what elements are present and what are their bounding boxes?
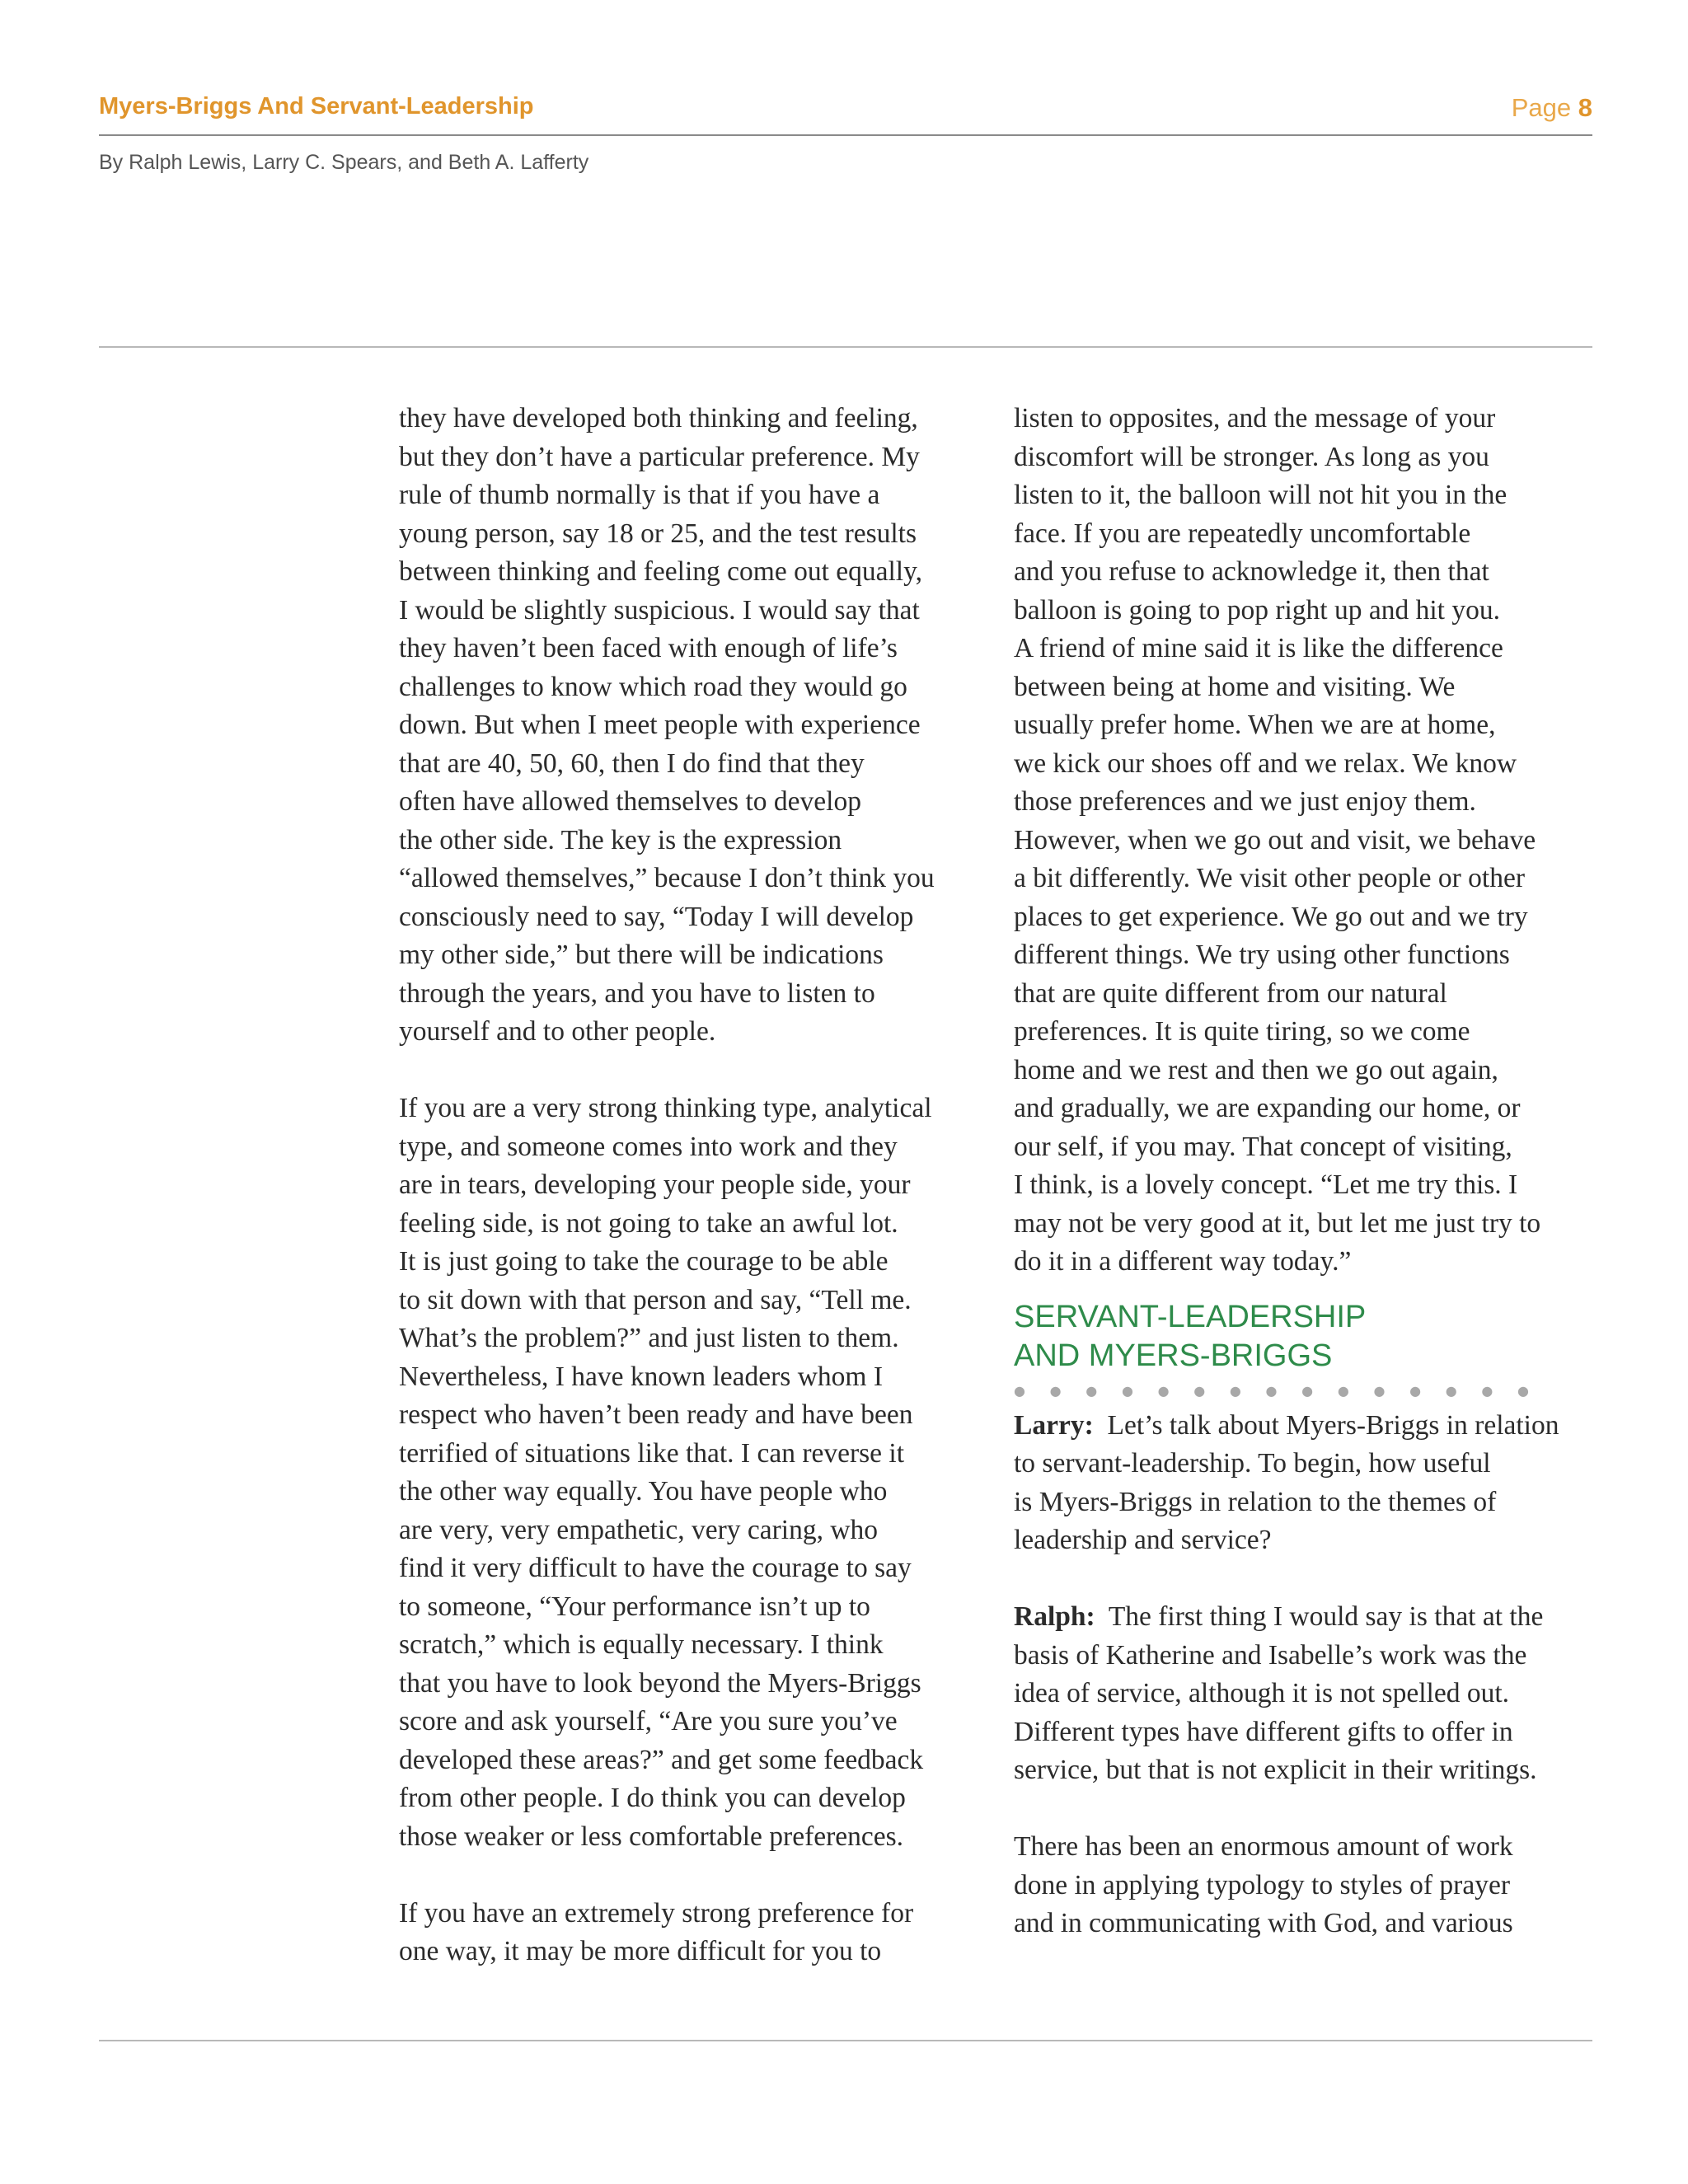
text-line: idea of service, although it is not spelled out.	[1014, 1678, 1510, 1708]
text-line: those preferences and we just enjoy them.	[1014, 786, 1476, 817]
paragraph-gap	[1014, 1790, 1599, 1829]
speaker-label: Ralph:	[1014, 1601, 1095, 1632]
text-line: places to get experience. We go out and we try	[1014, 901, 1528, 932]
section-heading-line: SERVANT-LEADERSHIP	[1014, 1299, 1367, 1334]
document-title: Myers-Briggs And Servant-Leadership	[99, 93, 534, 120]
right-paragraph-1	[1014, 400, 1599, 1282]
text-line: service, but that is not explicit in their writings.	[1014, 1755, 1537, 1785]
section-heading	[1014, 1298, 1599, 1407]
text-line: between thinking and feeling come out equally,	[399, 556, 923, 587]
text-line: and in communicating with God, and various	[1014, 1908, 1513, 1938]
text-line: is Myers-Briggs in relation to the themes of	[1014, 1486, 1497, 1517]
speaker-label: Larry:	[1014, 1409, 1094, 1441]
text-line: It is just going to take the courage to be able	[399, 1246, 889, 1277]
text-line: A friend of mine said it is like the difference	[1014, 633, 1503, 663]
text-line: to sit down with that person and say, “Tell me.	[399, 1284, 912, 1315]
paragraph-gap	[1014, 1560, 1599, 1599]
text-line: done in applying typology to styles of prayer	[1014, 1869, 1510, 1900]
text-line: and you refuse to acknowledge it, then that	[1014, 556, 1489, 587]
text-line: If you are a very strong thinking type, analytical	[399, 1093, 932, 1123]
text-line: are in tears, developing your people side, your	[399, 1169, 911, 1200]
text-line: basis of Katherine and Isabelle’s work was the	[1014, 1639, 1527, 1671]
text-line: we kick our shoes off and we relax. We know	[1014, 748, 1517, 779]
text-line: home and we rest and then we go out again,	[1014, 1054, 1498, 1085]
text-line: different things. We try using other functions	[1014, 940, 1510, 970]
text-line: If you have an extremely strong preference for	[399, 1897, 914, 1929]
text-line: listen to it, the balloon will not hit you in the	[1014, 480, 1507, 510]
page-number: 8	[1578, 93, 1592, 122]
text-line: balloon is going to pop right up and hit you.	[1014, 594, 1500, 626]
text-line: young person, say 18 or 25, and the test results	[399, 518, 917, 549]
text-line: they haven’t been faced with enough of life’s	[399, 633, 898, 663]
text-line: a bit differently. We visit other people or other	[1014, 863, 1525, 893]
text-line: Nevertheless, I have known leaders whom I	[399, 1361, 883, 1392]
text-line: that you have to look beyond the Myers-Briggs	[399, 1667, 921, 1699]
page-indicator	[1512, 93, 1592, 123]
text-line: terrified of situations like that. I can reverse it	[399, 1437, 905, 1469]
text-line: “allowed themselves,” because I don’t think you	[399, 863, 935, 893]
text-line: and gradually, we are expanding our home, or	[1014, 1093, 1521, 1123]
text-line: my other side,” but there will be indications	[399, 940, 884, 970]
speech-text: Let’s talk about Myers-Briggs in relation	[1093, 1409, 1559, 1441]
text-line: consciously need to say, “Today I will develop	[399, 901, 914, 932]
paragraph-gap	[399, 1856, 992, 1895]
text-line: scratch,” which is equally necessary. I think	[399, 1629, 884, 1660]
paragraph-gap	[399, 1052, 992, 1090]
text-line: to servant-leadership. To begin, how useful	[1014, 1448, 1491, 1479]
text-line: I think, is a lovely concept. “Let me try this. I	[1014, 1169, 1518, 1200]
text-line: listen to opposites, and the message of your	[1014, 403, 1496, 434]
text-line: our self, if you may. That concept of visiting,	[1014, 1131, 1512, 1162]
left-paragraph-2	[399, 1090, 992, 1856]
left-column	[399, 400, 992, 1971]
text-line: do it in a different way today.”	[1014, 1246, 1352, 1277]
text-line: from other people. I do think you can develop	[399, 1783, 906, 1813]
text-line: that are quite different from our natural	[1014, 977, 1447, 1009]
content-top-divider	[99, 346, 1592, 348]
text-line: yourself and to other people.	[399, 1016, 716, 1047]
text-line: may not be very good at it, but let me just try to	[1014, 1207, 1541, 1239]
text-line: face. If you are repeatedly uncomfortable	[1014, 518, 1471, 549]
right-paragraph-last	[1014, 1828, 1599, 1943]
left-paragraph-3	[399, 1895, 992, 1971]
text-line: usually prefer home. When we are at home,	[1014, 710, 1496, 740]
section-heading-line: AND MYERS-BRIGGS	[1014, 1338, 1333, 1373]
text-line: What’s the problem?” and just listen to them.	[399, 1323, 899, 1353]
text-line	[1014, 1598, 1599, 1637]
text-line: to someone, “Your performance isn’t up to	[399, 1591, 870, 1622]
byline: By Ralph Lewis, Larry C. Spears, and Beth A. Lafferty	[99, 151, 589, 174]
text-line: However, when we go out and visit, we behave	[1014, 824, 1536, 855]
text-line: developed these areas?” and get some feedback	[399, 1744, 924, 1775]
text-line: There has been an enormous amount of work	[1014, 1831, 1513, 1862]
text-line: the other side. The key is the expression	[399, 824, 842, 855]
text-line: the other way equally. You have people who	[399, 1476, 888, 1507]
ralph-answer	[1014, 1598, 1599, 1790]
text-line: I would be slightly suspicious. I would say that	[399, 594, 920, 626]
dotted-divider: ● ● ● ● ● ● ● ● ● ● ● ● ● ● ●	[1014, 1382, 1540, 1399]
text-line: challenges to know which road they would go	[399, 671, 907, 702]
page-label: Page	[1511, 93, 1572, 122]
text-line: down. But when I meet people with experience	[399, 710, 921, 740]
text-line: score and ask yourself, “Are you sure you’ve	[399, 1706, 898, 1736]
larry-question	[1014, 1407, 1599, 1560]
text-line: through the years, and you have to listen to	[399, 977, 875, 1009]
text-line: those weaker or less comfortable preferences.	[399, 1821, 904, 1852]
speech-text: The first thing I would say is that at the	[1095, 1601, 1544, 1632]
footer-divider	[99, 2040, 1592, 2041]
text-line	[1014, 1407, 1599, 1446]
text-line: that are 40, 50, 60, then I do find that they	[399, 748, 865, 779]
text-line: discomfort will be stronger. As long as you	[1014, 441, 1489, 472]
text-line: but they don’t have a particular preference. My	[399, 441, 920, 472]
right-column	[1014, 400, 1599, 1943]
text-line: feeling side, is not going to take an awful lot.	[399, 1207, 898, 1239]
text-line: respect who haven’t been ready and have been	[399, 1399, 913, 1430]
text-line: rule of thumb normally is that if you have a	[399, 480, 880, 510]
text-line: one way, it may be more difficult for you to	[399, 1936, 882, 1966]
text-line: leadership and service?	[1014, 1525, 1272, 1555]
text-line: Different types have different gifts to offer in	[1014, 1716, 1513, 1747]
text-line: often have allowed themselves to develop	[399, 786, 861, 817]
text-line: type, and someone comes into work and they	[399, 1131, 898, 1162]
text-line: preferences. It is quite tiring, so we come	[1014, 1016, 1470, 1047]
text-line: find it very difficult to have the courage to say	[399, 1553, 912, 1583]
text-line: between being at home and visiting. We	[1014, 671, 1456, 702]
text-line: they have developed both thinking and feeling,	[399, 403, 918, 434]
text-line: are very, very empathetic, very caring, who	[399, 1514, 879, 1545]
left-paragraph-1	[399, 400, 992, 1052]
header-divider	[99, 134, 1592, 136]
